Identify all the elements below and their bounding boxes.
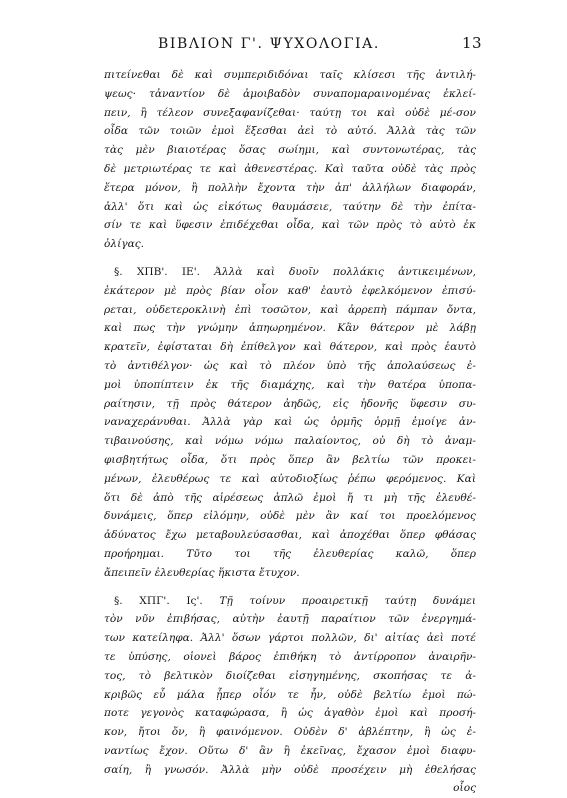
catchword: οἷος bbox=[453, 782, 476, 795]
text-line: των κατείληφα. Ἀλλ' ὅσων γάρτοι πολλῶν, δι' αἰτίας ἀεὶ ποτέ bbox=[104, 632, 476, 645]
section-marker: §. ΧΠΓ'. Ις'. bbox=[114, 594, 203, 607]
text-line: δὲ μετριωτέρας τε καὶ ἀθενεστέρας. Καὶ ταῦτα οὐδὲ τὰς πρὸς bbox=[104, 162, 476, 175]
text-line: ποτε γεγονὸς καταφώρασα, ἢ ὡς ἀγαθὸν ἐμοὶ καὶ προσή- bbox=[104, 707, 476, 720]
text-line: κον, ἤτοι ὄν, ἢ φαινόμενον. Οὐδὲν δ' ἀβλέπτην, ἢ ὡς ἐ- bbox=[104, 726, 476, 739]
text-line: πιτείνεθαι δὲ καὶ συμπεριδιδόναι ταῖς κλίσεσι τῆς ἀντιλή- bbox=[104, 69, 476, 81]
text-line: ραίτησιν, τῇ πρὸς θάτερον ἀηδῶς, εἰς ἡδονῆς ὕφεσιν συ- bbox=[104, 397, 476, 410]
section-gap bbox=[104, 254, 476, 263]
section-gap bbox=[104, 583, 476, 592]
text-line: ναντίως ἔχον. Οὕτω δ' ἂν ἢ ἐκεῖνας, ἔχασον ἐμοὶ διαφυ- bbox=[104, 744, 476, 757]
paragraph-continuation bbox=[104, 66, 476, 254]
text-line: πειν, ἢ τέλεον συνεξαφανίζεθαι· ταύτῃ τοι καὶ οὐδὲ μέ-σον bbox=[104, 106, 476, 119]
text-line: ἀλλ' ὅτι καὶ ὡς εἰκότως θαυμάσειε, ταύτην δὲ τὴν ἐπίτα- bbox=[104, 200, 476, 213]
text-line: ναναχεράνυθαι. Ἀλλὰ γὰρ καὶ ὡς ὁρμῆς ὁρμῇ ἐμοίγε ἀν- bbox=[104, 416, 476, 429]
text-line: ψεως· τἀναντίον δὲ ἀμοιβαδὸν συναπομαραινομένας ἐκλεί- bbox=[104, 87, 476, 100]
text-line: τος, τὸ βελτικὸν διοίζεθαι εἰσηγημένης, σκοπήσας τε ἀ- bbox=[104, 669, 476, 682]
text-line: ἄπειπεῖν ἐλευθερίας ἥκιστα ἔτυχον. bbox=[104, 566, 300, 579]
text-line: τὸν νῦν ἐπιβήσας, αὐτὴν ἑαυτῇ παραίτιον τῶν ἐνεργημά- bbox=[104, 613, 476, 626]
text-line: κρατεῖν, ἐφίσταται δὴ ἐπίθελγον καὶ θάτερον, καὶ πρὸς ἑαυτὸ bbox=[104, 341, 476, 354]
text-line: μοὶ ὑποπίπτειν ἐκ τῆς διαμάχης, καὶ τὴν θατέρα ὑποπα- bbox=[104, 378, 476, 391]
text-line: οἶδα τῶν τοιῶν ἐμοὶ ἕξεσθαι ἀεὶ τὸ αὐτό. Ἀλλὰ τὰς τῶν bbox=[104, 125, 476, 138]
text-line: κριβῶς εὖ μάλα ᾗπερ οἷόν τε ἦν, οὐδὲ βελτίω ἐμοὶ πώ- bbox=[104, 688, 476, 701]
text-line: σίν τε καὶ ὕφεσιν ἐπιδέχεθαι οἶδα, καὶ τῶν πρὸς τὸ αὐτὸ ἐκ bbox=[104, 219, 476, 232]
text-line: ἕτερα μόνον, ἢ πολλὴν ἔχοντα τὴν ἀπ' ἀλλήλων διαφοράν, bbox=[104, 181, 476, 194]
text-line: Τῇ τοίνυν προαιρετικῇ ταύτῃ δυνάμει bbox=[219, 594, 476, 607]
text-line: δυνάμεις, ὅπερ εἰλόμην, οὐδὲ μὲν ἂν καί τοι προελόμενος bbox=[104, 510, 476, 523]
text-line: μένων, ἐλευθέρως τε καὶ αὐτοδιοξίως ῥέπω φερόμενος. Καὶ bbox=[104, 472, 476, 485]
text-line: ὀλίγας. bbox=[104, 238, 145, 251]
text-line: ρεται, οὐδετεροκλινὴ ἐπὶ τοσῶτον, καὶ ἀρρεπὴ πάμπαν ὄντα, bbox=[104, 303, 476, 316]
text-line: ἑκάτερον μὲ πρὸς βίαν οἷον καθ' ἑαυτὸ ἐφελκόμενον ἐπισύ- bbox=[104, 284, 476, 297]
paragraph-section-16 bbox=[104, 592, 476, 798]
text-line: τὸ ἀντιθέλγον· ὡς καὶ τὸ πλέον ὑπὸ τῆς ἀπολαύσεως ἐ- bbox=[104, 359, 476, 372]
text-line: ἀδύνατος ἔχω μεταβουλεύσασθαι, καὶ ἀποχέθαι ὅπερ φθάσας bbox=[104, 529, 476, 542]
text-line: τιβαινούσης, καὶ νόμω νόμω παλαίοντος, οὐ δὴ τὸ ἀναμ- bbox=[104, 435, 476, 448]
text-line: προήρημαι. Τῦτο τοι τῆς ἐλευθερίας καλῶ, ὅπερ bbox=[104, 547, 476, 560]
text-line: τὰς μὲν βιαιοτέρας ὅσας σωίημι, καὶ συντονωτέρας, τὰς bbox=[104, 144, 476, 157]
section-marker: §. ΧΠΒ'. ΙΕ'. bbox=[114, 265, 201, 278]
text-line: καὶ πως τὴν γνώμην ἀπηωρημένον. Κἂν θάτερον μὲ λάβῃ bbox=[104, 322, 476, 335]
text-line: σαίη, ἢ γνωσόν. Ἀλλὰ μὴν οὐδὲ προσέχειν μὴ ἐθελήσας bbox=[104, 763, 476, 776]
text-line: φισβητήτως οἶδα, ὅτι πρὸς ὅπερ ἂν βελτίω τῶν προκει- bbox=[104, 453, 476, 466]
text-line: ὅτι δὲ ἀπὸ τῆς αἱρέσεως ἁπλῶ ἐμοὶ ἤ τι μὴ τῆς ἐλευθέ- bbox=[104, 491, 476, 504]
text-line: Ἀλλὰ καὶ δυοῖν πολλάκις ἀντικειμένων, bbox=[214, 265, 476, 278]
paragraph-section-15 bbox=[104, 263, 476, 583]
body-text bbox=[104, 66, 476, 798]
running-title: ΒΙΒΛΙΟΝ Γ'. ΨΥΧΟΛΟΓΙΑ. bbox=[158, 36, 380, 52]
page-number: 13 bbox=[462, 34, 483, 52]
text-line: τε ὑπύσης, οἱονεὶ βάρος ἐπιθήκη τὸ ἀντίρροπον ἀναιρῆν- bbox=[104, 650, 476, 663]
